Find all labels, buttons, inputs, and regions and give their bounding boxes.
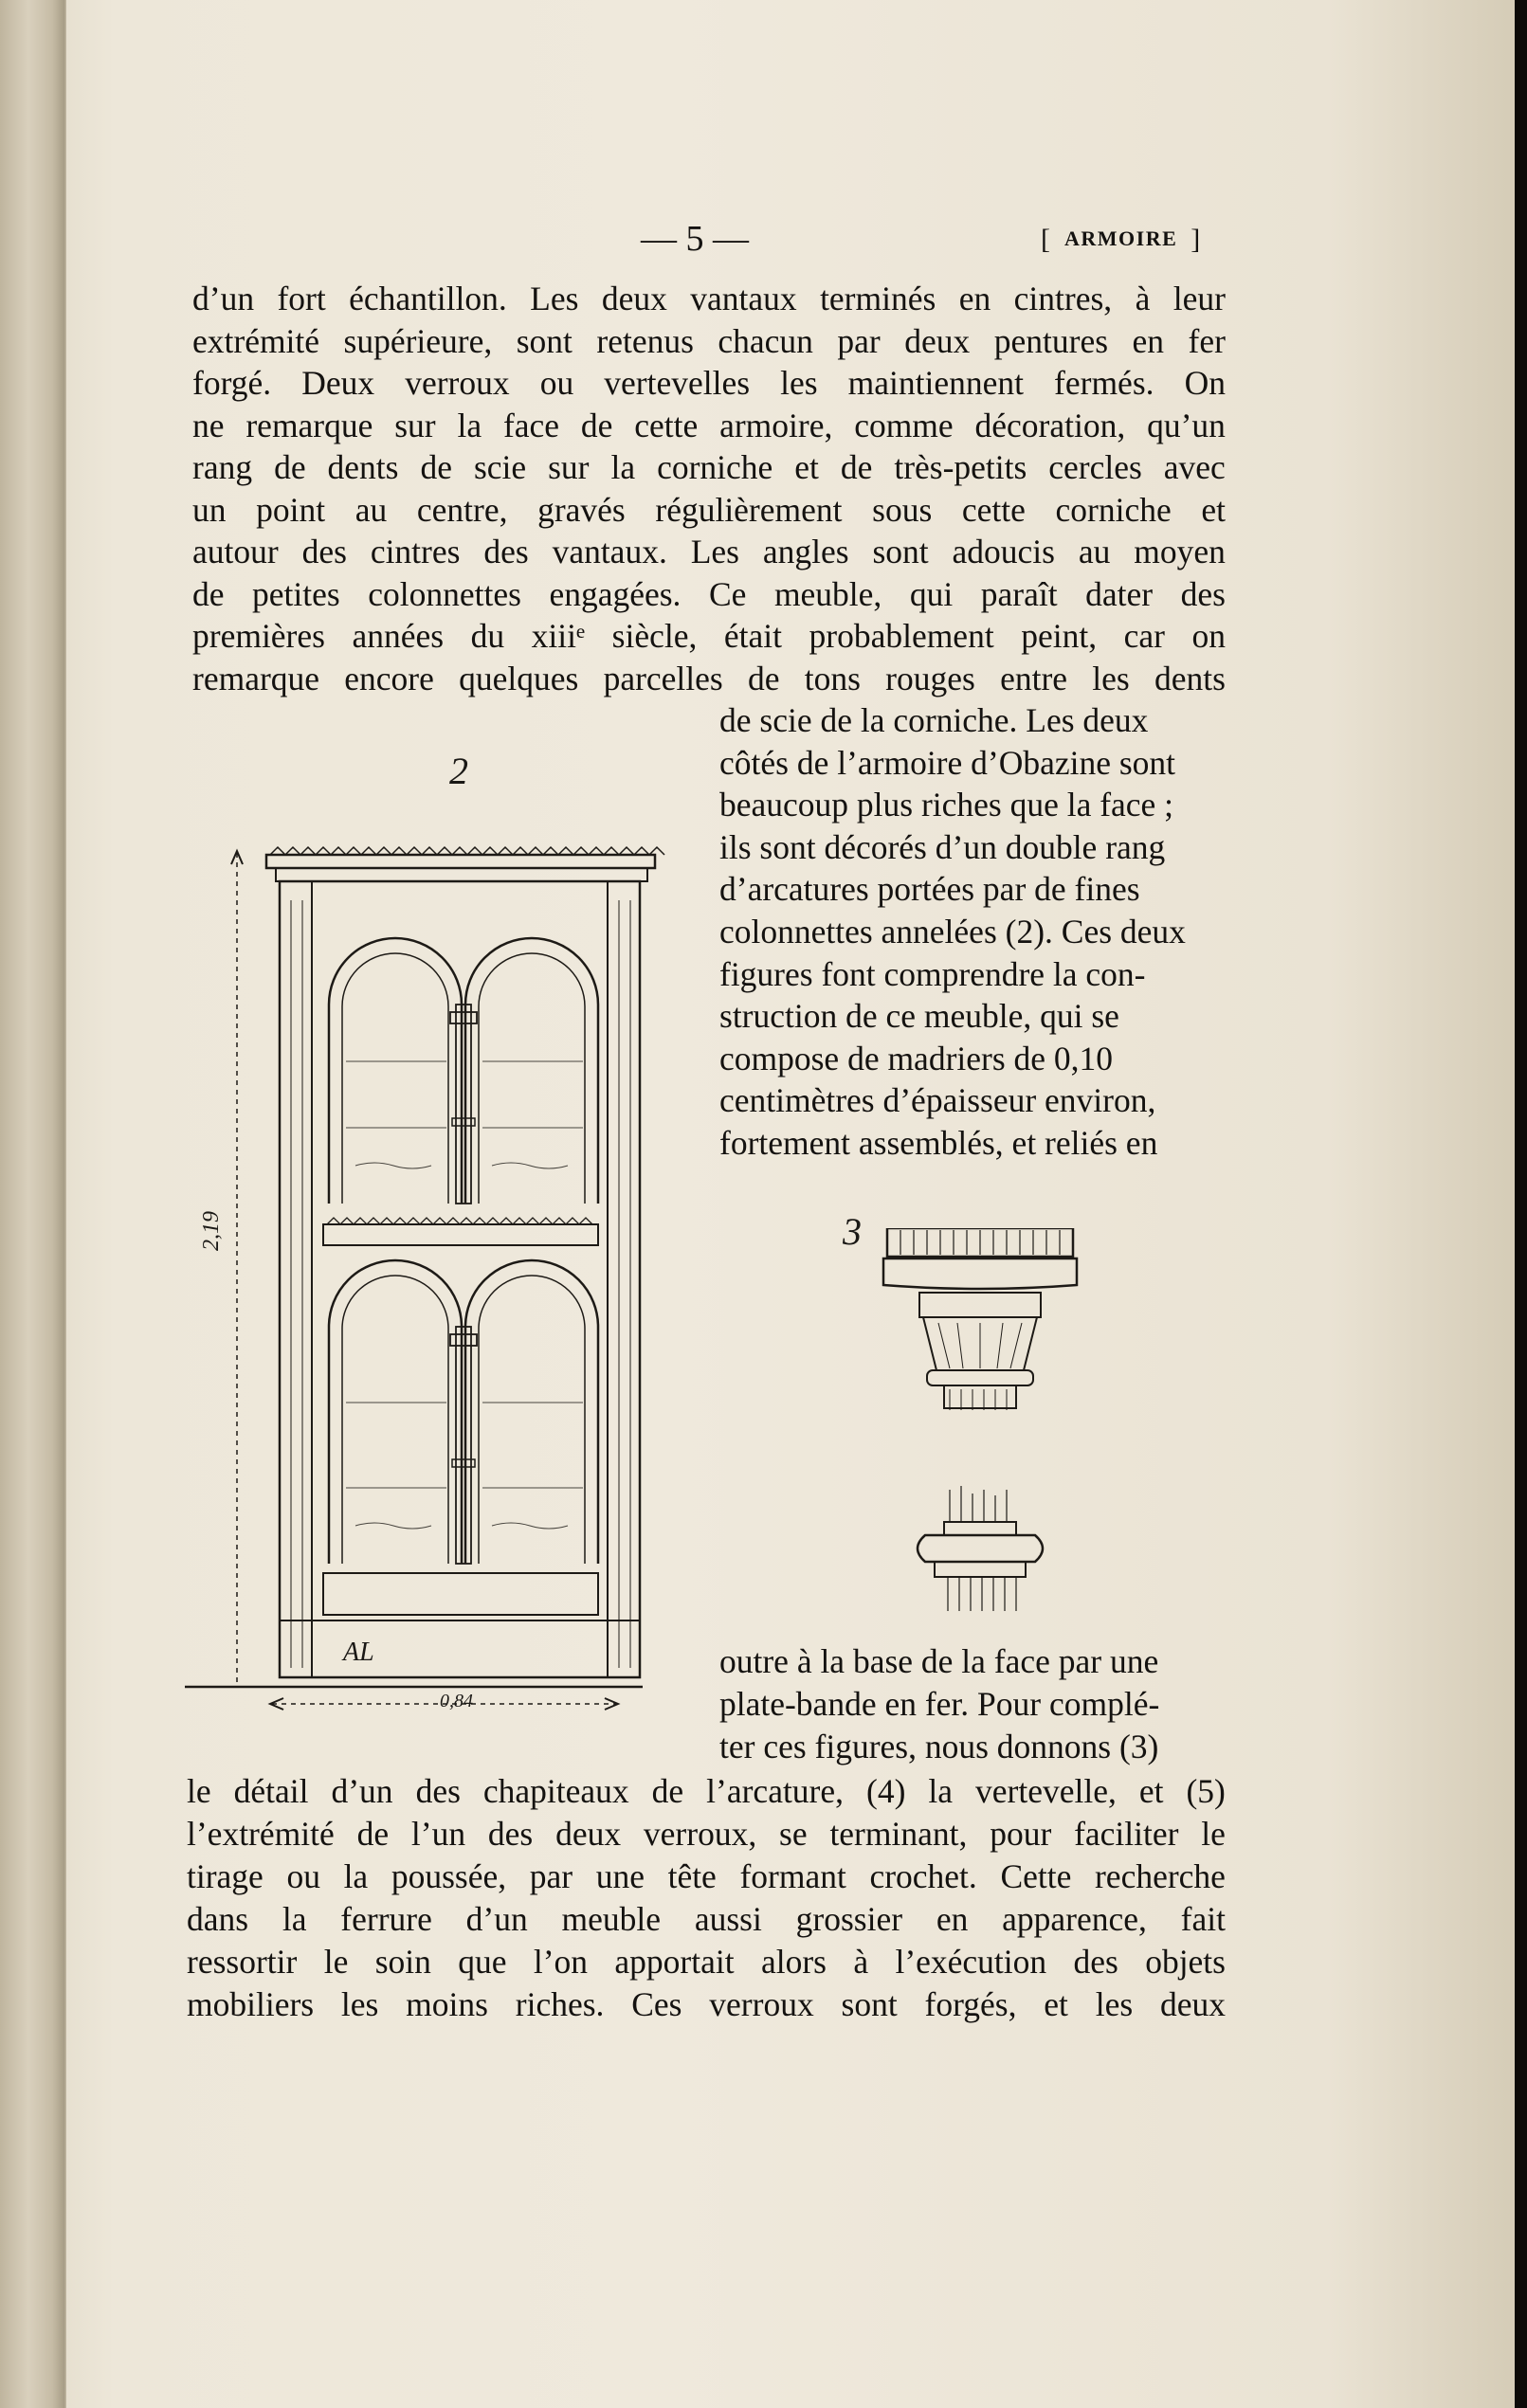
text-line: l’extrémité de l’un des deux verroux, se terminant, pour faciliter le bbox=[187, 1815, 1226, 1853]
text-line: beaucoup plus riches que la face ; bbox=[719, 786, 1174, 824]
page-edge-shadow bbox=[1515, 0, 1527, 2408]
figure-3-number: 3 bbox=[843, 1210, 862, 1253]
text-line: de petites colonnettes engagées. Ce meuble, qui paraît dater des bbox=[192, 574, 1226, 613]
text-line: le détail d’un des chapiteaux de l’arcature, (4) la vertevelle, et (5) bbox=[187, 1772, 1226, 1810]
text-line: remarque encore quelques parcelles de tons rouges entre les dents bbox=[192, 659, 1226, 697]
text-line: figures font comprendre la con- bbox=[719, 954, 1146, 993]
text-line: d’un fort échantillon. Les deux vantaux terminés en cintres, à leur bbox=[192, 280, 1226, 317]
text-line: struction de ce meuble, qui se bbox=[719, 997, 1119, 1036]
text-line: compose de madriers de 0,10 bbox=[719, 1039, 1114, 1077]
running-title-label: ARMOIRE bbox=[1064, 226, 1178, 250]
dimension-width-label: 0,84 bbox=[440, 1691, 473, 1711]
artist-signature: AL bbox=[343, 1638, 374, 1667]
running-title bbox=[1041, 224, 1201, 256]
figure-2-armoire-drawing bbox=[185, 843, 678, 1725]
text-line: dans la ferrure d’un meuble aussi grossier en apparence, fait bbox=[187, 1900, 1226, 1938]
text-line: ne remarque sur la face de cette armoire, comme décoration, qu’un bbox=[192, 406, 1226, 444]
page-gutter bbox=[0, 0, 66, 2408]
text-line: ils sont décorés d’un double rang bbox=[719, 827, 1166, 866]
bracket-close: ] bbox=[1191, 224, 1202, 255]
bracket-open: [ bbox=[1041, 224, 1051, 255]
text-line: autour des cintres des vantaux. Les angles sont adoucis au moyen bbox=[192, 533, 1226, 570]
text-line: mobiliers les moins riches. Ces verroux sont forgés, et les deux bbox=[187, 1985, 1226, 2023]
text-line: colonnettes annelées (2). Ces deux bbox=[719, 913, 1186, 951]
text-line: côtés de l’armoire d’Obazine sont bbox=[719, 743, 1176, 782]
page-number: — 5 — bbox=[641, 219, 749, 259]
text-line: ressortir le soin que l’on apportait alors à l’exécution des objets bbox=[187, 1943, 1226, 1981]
text-line: outre à la base de la face par une bbox=[719, 1642, 1159, 1680]
text-line: plate-bande en fer. Pour complé- bbox=[719, 1685, 1160, 1723]
text-line: ter ces figures, nous donnons (3) bbox=[719, 1728, 1159, 1765]
text-line: fortement assemblés, et reliés en bbox=[719, 1124, 1158, 1162]
dimension-height-label: 2,19 bbox=[199, 1211, 224, 1251]
text-line: d’arcatures portées par de fines bbox=[719, 870, 1140, 909]
text-line: de scie de la corniche. Les deux bbox=[719, 701, 1149, 739]
text-line: premières années du xiiiᵉ siècle, était probablement peint, car on bbox=[192, 617, 1226, 655]
text-line: rang de dents de scie sur la corniche et de très-petits cercles avec bbox=[192, 448, 1226, 486]
text-line: tirage ou la poussée, par une tête formant crochet. Cette recherche bbox=[187, 1857, 1226, 1895]
text-line: un point au centre, gravés régulièrement sous cette corniche et bbox=[192, 490, 1226, 529]
text-line: centimètres d’épaisseur environ, bbox=[719, 1081, 1156, 1120]
figure-3-capital-drawing bbox=[882, 1228, 1100, 1626]
figure-2-number: 2 bbox=[449, 750, 468, 792]
text-line: extrémité supérieure, sont retenus chacun par deux pentures en fer bbox=[192, 321, 1226, 360]
text-line: forgé. Deux verroux ou vertevelles les maintiennent fermés. On bbox=[192, 364, 1226, 402]
